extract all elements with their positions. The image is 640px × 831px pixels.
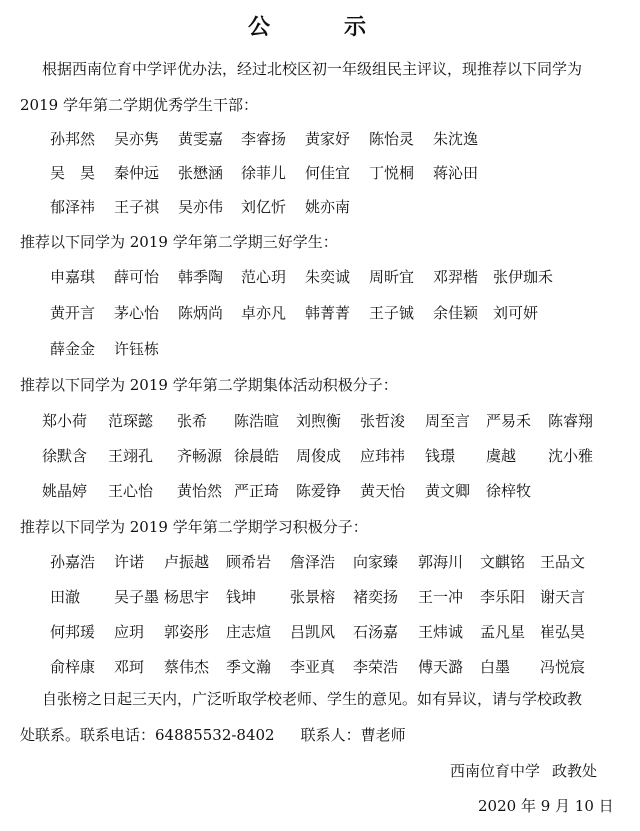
student-name: 王心怡: [108, 482, 154, 500]
merit-row-2: [0, 302, 640, 324]
student-name: 刘可妍: [493, 304, 539, 322]
student-name: 吴 昊: [50, 164, 96, 182]
student-name: 孟凡星: [480, 623, 526, 641]
student-name: 崔弘昊: [540, 623, 586, 641]
student-name: 朱沈逸: [433, 130, 479, 148]
study-row-3: [0, 621, 640, 643]
student-name: 孙嘉浩: [50, 553, 96, 571]
student-name: 蒋沁田: [433, 164, 479, 182]
student-name: 王品文: [540, 553, 586, 571]
student-name: 蔡伟杰: [164, 658, 210, 676]
student-name: 秦仲远: [114, 164, 160, 182]
student-name: 陈睿翔: [548, 412, 594, 430]
student-name: 吕凯风: [290, 623, 336, 641]
activity-row-3: [0, 480, 640, 502]
student-name: 何邦瑗: [50, 623, 96, 641]
study-row-1: [0, 551, 640, 573]
merit-row-1: [0, 266, 640, 288]
student-name: 孙邦然: [50, 130, 96, 148]
student-name: 周俊成: [296, 447, 342, 465]
student-name: 黄怡然: [177, 482, 223, 500]
student-name: 王子铖: [369, 304, 415, 322]
student-name: 薛可怡: [114, 268, 160, 286]
closing-contact-prefix: 处联系。联系电话：: [20, 726, 156, 744]
student-name: 黄家妤: [305, 130, 351, 148]
student-name: 向家臻: [353, 553, 399, 571]
study-row-2: [0, 586, 640, 608]
student-name: 许钰栋: [114, 340, 160, 358]
student-name: 李乐阳: [480, 588, 526, 606]
student-name: 郭姿彤: [164, 623, 210, 641]
contact-phone: 64885532-8402: [155, 726, 275, 744]
student-name: 王一冲: [418, 588, 464, 606]
student-name: 余佳颖: [433, 304, 479, 322]
closing-line-2: [20, 724, 406, 745]
student-name: 黄开言: [50, 304, 96, 322]
student-name: 王翊孔: [108, 447, 154, 465]
student-name: 沈小雅: [548, 447, 594, 465]
student-name: 徐晨皓: [234, 447, 280, 465]
student-name: 姚晶婷: [42, 482, 88, 500]
page-title: 公 示: [247, 14, 392, 40]
student-name: 韩菁菁: [305, 304, 351, 322]
student-name: 齐畅源: [177, 447, 223, 465]
student-name: 丁悦桐: [369, 164, 415, 182]
student-name: 卓亦凡: [241, 304, 287, 322]
student-name: 俞梓康: [50, 658, 96, 676]
student-name: 刘煦衡: [296, 412, 342, 430]
student-name: 钱璟: [425, 447, 456, 465]
student-name: 韩季陶: [178, 268, 224, 286]
cadre-row-3: [0, 196, 640, 218]
student-name: 黄雯嘉: [178, 130, 224, 148]
student-name: 季文瀚: [226, 658, 272, 676]
student-name: 郭海川: [418, 553, 464, 571]
student-name: 薛金金: [50, 340, 96, 358]
student-name: 黄天怡: [360, 482, 406, 500]
signature-line: [450, 760, 597, 781]
student-name: 张景榕: [290, 588, 336, 606]
student-name: 申嘉琪: [50, 268, 96, 286]
student-name: 詹泽浩: [290, 553, 336, 571]
student-name: 张懋涵: [178, 164, 224, 182]
student-name: 钱坤: [226, 588, 257, 606]
student-name: 何佳宜: [305, 164, 351, 182]
signature-office: 政教处: [552, 762, 598, 780]
intro-line-2: 2019 学年第二学期优秀学生干部：: [20, 96, 258, 114]
student-name: 褚奕扬: [353, 588, 399, 606]
student-name: 邓珂: [114, 658, 145, 676]
student-name: 石汤嘉: [353, 623, 399, 641]
student-name: 冯悦宸: [540, 658, 586, 676]
closing-line-1: 自张榜之日起三天内，广泛听取学校老师、学生的意见。如有异议，请与学校政教: [42, 690, 583, 708]
student-name: 陈炳尚: [178, 304, 224, 322]
cadre-row-1: [0, 128, 640, 150]
student-name: 田澈: [50, 588, 81, 606]
student-name: 徐梓牧: [486, 482, 532, 500]
student-name: 范琛懿: [108, 412, 154, 430]
student-name: 谢天言: [540, 588, 586, 606]
student-name: 范心玥: [241, 268, 287, 286]
student-name: 朱奕诚: [305, 268, 351, 286]
student-name: 张哲浚: [360, 412, 406, 430]
student-name: 陈爱铮: [296, 482, 342, 500]
activity-row-2: [0, 445, 640, 467]
student-name: 徐菲儿: [241, 164, 287, 182]
student-name: 傅天潞: [418, 658, 464, 676]
activity-row-1: [0, 410, 640, 432]
student-name: 杨思宇: [164, 588, 210, 606]
student-name: 许诺: [114, 553, 145, 571]
student-name: 郑小荷: [42, 412, 88, 430]
student-name: 李亚真: [290, 658, 336, 676]
student-name: 茅心怡: [114, 304, 160, 322]
student-name: 张希: [177, 412, 208, 430]
student-name: 周昕宜: [369, 268, 415, 286]
student-name: 吴亦隽: [114, 130, 160, 148]
student-name: 顾希岩: [226, 553, 272, 571]
signature-school: 西南位育中学: [450, 762, 541, 780]
student-name: 徐默含: [42, 447, 88, 465]
student-name: 李荣浩: [353, 658, 399, 676]
student-name: 吴亦伟: [178, 198, 224, 216]
student-name: 张伊珈禾: [493, 268, 554, 286]
signature-date: 2020 年 9 月 10 日: [478, 797, 614, 815]
study-row-4: [0, 656, 640, 678]
merit-heading: 推荐以下同学为 2019 学年第二学期三好学生：: [20, 233, 338, 251]
contact-label: 联系人：: [300, 726, 361, 744]
student-name: 卢振越: [164, 553, 210, 571]
contact-name: 曹老师: [360, 726, 406, 744]
student-name: 刘亿忻: [241, 198, 287, 216]
student-name: 严易禾: [486, 412, 532, 430]
student-name: 周至言: [425, 412, 471, 430]
student-name: 白墨: [480, 658, 511, 676]
student-name: 应玥: [114, 623, 145, 641]
student-name: 李睿扬: [241, 130, 287, 148]
student-name: 王炜诚: [418, 623, 464, 641]
cadre-row-2: [0, 162, 640, 184]
merit-row-3: [0, 338, 640, 360]
student-name: 陈浩暄: [234, 412, 280, 430]
student-name: 庄志煊: [226, 623, 272, 641]
student-name: 邓羿楷: [433, 268, 479, 286]
student-name: 虞越: [486, 447, 517, 465]
student-name: 应玮祎: [360, 447, 406, 465]
student-name: 文麒铭: [480, 553, 526, 571]
student-name: 陈怡灵: [369, 130, 415, 148]
student-name: 吴子墨: [114, 588, 160, 606]
student-name: 郁泽祎: [50, 198, 96, 216]
intro-line-1: 根据西南位育中学评优办法，经过北校区初一年级组民主评议，现推荐以下同学为: [42, 60, 583, 78]
student-name: 黄文卿: [425, 482, 471, 500]
activity-heading: 推荐以下同学为 2019 学年第二学期集体活动积极分子：: [20, 376, 398, 394]
student-name: 王子祺: [114, 198, 160, 216]
study-heading: 推荐以下同学为 2019 学年第二学期学习积极分子：: [20, 518, 368, 536]
student-name: 严正琦: [234, 482, 280, 500]
student-name: 姚亦南: [305, 198, 351, 216]
